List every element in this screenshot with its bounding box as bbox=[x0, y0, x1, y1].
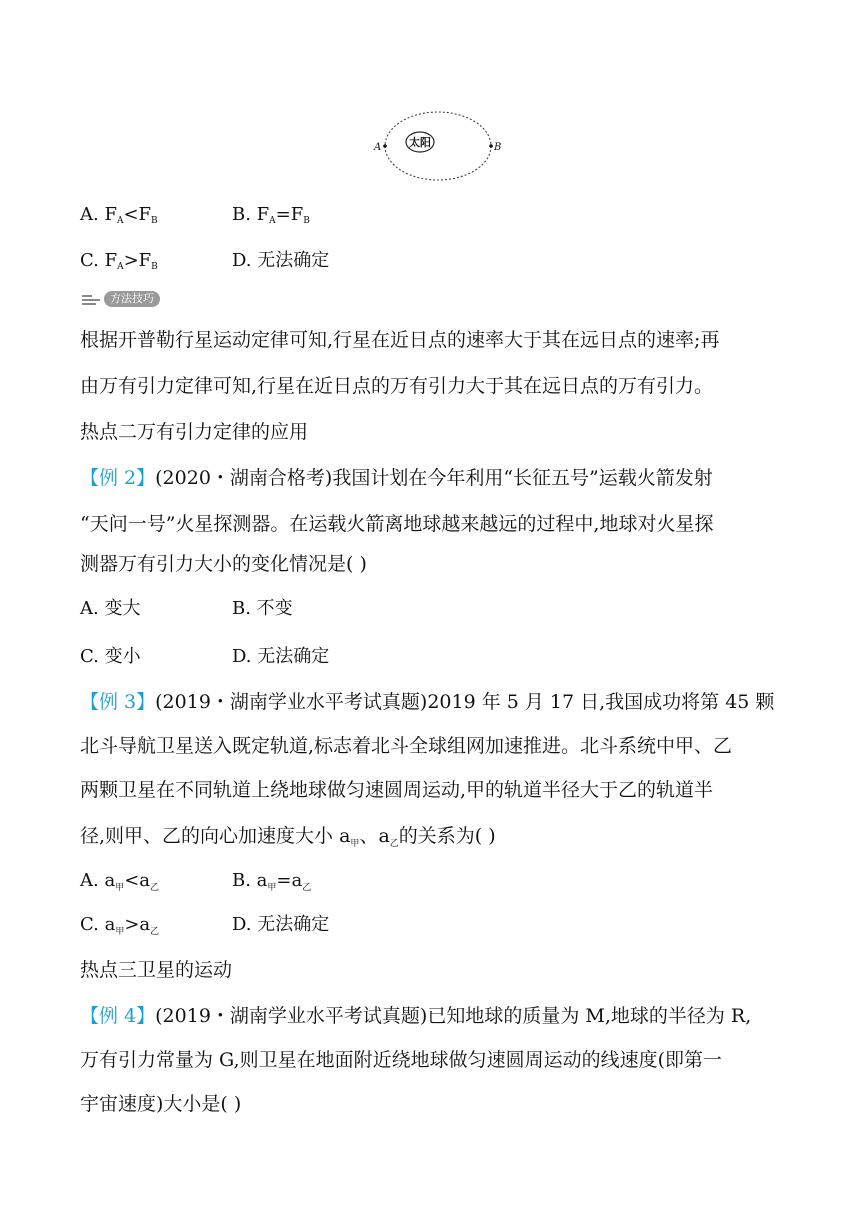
ex3-option-a: A. $a_甲<a_乙$ bbox=[80, 870, 160, 893]
ex4-line-1: 【例 4】(2019・湖南学业水平考试真题)已知地球的质量为 M,地球的半径为 R, bbox=[80, 1005, 752, 1027]
ex2-line-2: “天问一号”火星探测器。在运载火箭离地球越来越远的过程中,地球对火星探 bbox=[80, 513, 714, 535]
ex3-option-c: C. $a_甲>a_乙$ bbox=[80, 914, 160, 937]
hot-point-3-heading: 热点三卫星的运动 bbox=[80, 959, 233, 981]
orbit-figure bbox=[370, 108, 500, 184]
point-a-dot bbox=[383, 144, 387, 148]
ex3-line-3: 两颗卫星在不同轨道上绕地球做匀速圆周运动,甲的轨道半径大于乙的轨道半 bbox=[80, 779, 714, 801]
orbit-ellipse bbox=[385, 112, 491, 180]
orbit-diagram bbox=[370, 108, 500, 184]
point-b-label: B bbox=[494, 142, 502, 153]
ex2-option-b: B. 不变 bbox=[232, 598, 293, 619]
ex2-line-1: 【例 2】(2020・湖南合格考)我国计划在今年利用“长征五号”运载火箭发射 bbox=[80, 467, 713, 489]
explain-line-2: 由万有引力定律可知,行星在近日点的万有引力大于其在远日点的万有引力。 bbox=[80, 375, 714, 397]
q1-option-a: A. $F_A<F_B$ bbox=[80, 204, 158, 226]
ex3-line-1: 【例 3】(2019・湖南学业水平考试真题)2019 年 5 月 17 日,我国成功将第 45 颗 bbox=[80, 691, 775, 713]
ex4-tag: 【例 4】 bbox=[80, 1005, 156, 1027]
ex3-line-2: 北斗导航卫星送入既定轨道,标志着北斗全球组网加速推进。北斗系统中甲、乙 bbox=[80, 735, 733, 757]
explain-line-1: 根据开普勒行星运动定律可知,行星在近日点的速率大于其在远日点的速率;再 bbox=[80, 329, 720, 351]
ex2-option-d: D. 无法确定 bbox=[232, 646, 330, 667]
ex2-option-a: A. 变大 bbox=[80, 598, 141, 619]
ex2-line-3: 测器万有引力大小的变化情况是( ) bbox=[80, 553, 367, 575]
method-tag-label: 方法技巧 bbox=[104, 291, 160, 307]
q1-option-c: C. $F_A>F_B$ bbox=[80, 250, 158, 272]
ex2-tag: 【例 2】 bbox=[80, 467, 156, 489]
point-b-dot bbox=[489, 144, 493, 148]
point-a-label: A bbox=[374, 142, 382, 153]
ex4-line-2: 万有引力常量为 G,则卫星在地面附近绕地球做匀速圆周运动的线速度(即第一 bbox=[80, 1049, 722, 1071]
ex4-line-3: 宇宙速度)大小是( ) bbox=[80, 1093, 242, 1115]
ex3-option-b: B. $a_甲=a_乙$ bbox=[232, 870, 312, 893]
method-tag bbox=[82, 290, 160, 308]
ex3-line-4: 径,则甲、乙的向心加速度大小 $a_甲$、$a_乙$的关系为( ) bbox=[80, 825, 496, 849]
hot-point-2-heading: 热点二万有引力定律的应用 bbox=[80, 421, 309, 443]
q1-option-b: B. $F_A=F_B$ bbox=[232, 204, 310, 226]
ex3-tag: 【例 3】 bbox=[80, 691, 156, 713]
pen-icon bbox=[82, 293, 104, 305]
ex3-option-d: D. 无法确定 bbox=[232, 914, 330, 935]
ex2-option-c: C. 变小 bbox=[80, 646, 141, 667]
sun-label: 太阳 bbox=[409, 136, 431, 149]
q1-option-d: D. 无法确定 bbox=[232, 250, 330, 271]
